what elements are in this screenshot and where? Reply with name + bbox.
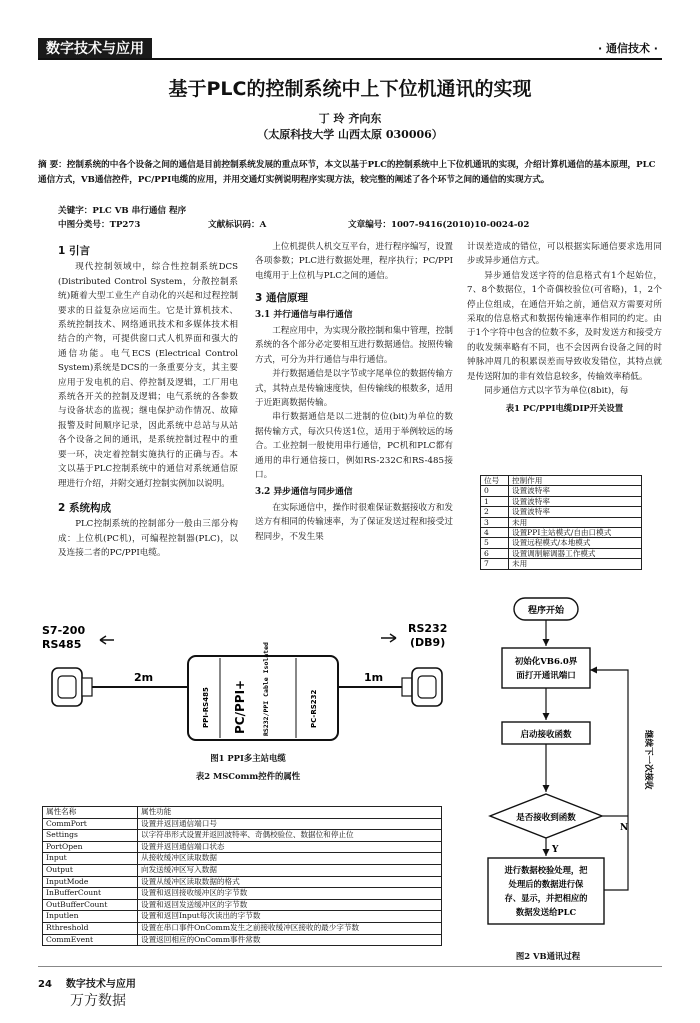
flow-yes-label: Y <box>552 845 559 855</box>
table-2-row <box>43 934 442 946</box>
article-number: 文章编号：1007-9416(2010)10-0024-02 <box>348 220 530 230</box>
table-1-row <box>481 496 642 506</box>
subsection-3-1-para-1: 工程应用中，为实现分散控制和集中管理，控制系统的各个部分必定要相互进行数据通信。按照传输方式，可分为并行通信与串行通信。 <box>255 326 453 365</box>
article-meta <box>58 218 658 230</box>
table-1-cell: 设置调制解调器工作模式 <box>509 548 642 558</box>
abstract-text: 控制系统的中各个设备之间的通信是目前控制系统发展的重点环节，本文以基于PLC的控制系统中上下位机通讯的实现，介绍计算机通信的基本原理，PLC通信方式，VB通信控件，PC/PPI电缆的应用，并用交通灯实例说明程序实现方法，较完整的阐述了各个环节之间的通信的实现方式。 <box>38 160 656 185</box>
table-1-cell: 设置波特率 <box>509 507 642 517</box>
box-label-cable-isolated: RS232/PPI Cable Isolated <box>262 642 270 736</box>
column-2 <box>255 240 453 544</box>
journal-name: 数字技术与应用 <box>65 979 136 990</box>
section-2-text: PLC控制系统的控制部分一般由三部分构成：上位机(PC机)，可编程控制器(PLC)，以及连接二者的PC/PPI电缆。 <box>58 519 238 559</box>
keywords: 关键字：PLC VB 串行通信 程序 <box>58 206 187 216</box>
header-divider <box>38 58 662 60</box>
table-2-row <box>43 864 442 876</box>
left-db9-connector <box>52 668 82 706</box>
table-1-row <box>481 528 642 538</box>
subsection-3-1-para-3: 串行数据通信是以二进制的位(bit)为单位的数据传输方式，每次只传送1位，适用于举例较远的场合。工业控制一般使用串行通信，PC机和PLC都有通用的串行通信接口，例如RS-232C和RS-485接口。 <box>255 412 453 481</box>
left-cable-length: 2m <box>134 671 154 684</box>
table-2-caption: 表2 MSComm控件的属性 <box>195 771 301 781</box>
flow-process-line-3: 存、显示，并把相应的 <box>504 893 588 903</box>
table-2-cell: 向发送缓冲区写入数据 <box>138 864 442 876</box>
table-2-cell: Settings <box>43 830 138 842</box>
table-2-row <box>43 853 442 865</box>
table-1-row <box>481 507 642 517</box>
table-2-cell: 设置在串口事件OnComm发生之前接收缓冲区接收的最少字节数 <box>138 922 442 934</box>
subsection-3-2-title: 3.2 异步通信与同步通信 <box>255 486 353 497</box>
affiliation: （太原科技大学 山西太原 030006） <box>257 128 443 141</box>
table-2-cell: 设置和返回Input每次读出的字节数 <box>138 911 442 923</box>
table-2-cell: 从接收缓冲区读取数据 <box>138 853 442 865</box>
footer-divider <box>38 966 662 967</box>
column-3-para-1: 计误差造成的错位，可以根据实际通信要求选用同步或异步通信方式。 <box>467 242 662 267</box>
table-2-cell: 设置并返回通信端口状态 <box>138 841 442 853</box>
table-1-header-cell: 位号 <box>481 476 509 486</box>
table-2-row <box>43 911 442 923</box>
section-1-title: 1 引言 <box>58 245 90 257</box>
table-1-cell: 2 <box>481 507 509 517</box>
table-2-cell: 设置返回相应的OnComm事件常数 <box>138 934 442 946</box>
table-2-cell: 设置并返回通信端口号 <box>138 818 442 830</box>
figure-1-cable-diagram <box>38 624 458 750</box>
flow-init-label-line-1: 初始化VB6.0界 <box>514 657 578 667</box>
table-2-header-cell: 属性名称 <box>43 807 138 819</box>
article-title: 基于PLC的控制系统中上下位机通讯的实现 <box>168 78 532 100</box>
right-db9-connector <box>412 668 442 706</box>
box-label-pc-rs232: PC-RS232 <box>310 689 318 728</box>
table-2-cell: OutBufferCount <box>43 899 138 911</box>
flow-init-node <box>502 648 590 688</box>
class-number: 中图分类号：TP273 <box>58 220 141 230</box>
watermark: 万方数据 <box>70 993 126 1009</box>
table-2-cell: 以字符串形式设置并返回波特率、奇偶校验位、数据位和停止位 <box>138 830 442 842</box>
right-cable-length: 1m <box>364 671 384 684</box>
flow-decision-label: 是否接收到函数 <box>516 813 576 823</box>
table-2-cell: Rthreshold <box>43 922 138 934</box>
table-2-cell: Inputlen <box>43 911 138 923</box>
table-1-cell: 3 <box>481 517 509 527</box>
table-1 <box>480 475 642 570</box>
page-number: 24 <box>38 979 52 990</box>
table-2-header-row <box>43 807 442 819</box>
table-1-row <box>481 559 642 569</box>
subsection-3-1-title: 3.1 并行通信与串行通信 <box>255 309 353 320</box>
table-1-cell: 7 <box>481 559 509 569</box>
right-label-db9: (DB9) <box>410 636 446 649</box>
table-1-cell: 4 <box>481 528 509 538</box>
subsection-3-2-para-1: 在实际通信中，操作时很难保证数据接收方和发送方有相同的传输速率，为了保证发送过程和接受过程同步，不发生果 <box>255 502 453 542</box>
table-2-cell: 设置和返回接收缓冲区的字节数 <box>138 888 442 900</box>
section-1-text: 现代控制领域中，综合性控制系统DCS (Distributed Control System，分散控制系统)随着大型工业生产自动化的兴起和过程控制要求的日益复杂应运而生。它是计算机技术、系统控制技术、网络通讯技术和多媒体技术相结合的产物，可提供窗口式人机界面和强大的通信功能。电气ECS (Electrical Control System)系统是DCS的一条重要分支，其主要应用于发电机的启、停控制及逻辑，工厂用电系统各开关的控制及逻辑；电气系统的各参数与设备状态的监视；继电保护动作情况、故障报警及时间顺序记录，因此系统中总站与从站各个设备之间的通讯，是系统控制过程中的重要一环，决定着控制实施执行的正确与否。本文以基于PLC控制系统中的通信对系统通信原理进行介绍，并附交通灯控制实例加以说明。 <box>58 262 238 489</box>
table-1-cell: 0 <box>481 486 509 496</box>
section-3-title: 3 通信原理 <box>255 292 308 305</box>
table-1-row <box>481 486 642 496</box>
table-2 <box>42 806 442 946</box>
column-3-para-2: 异步通信发送字符的信息格式有1个起始位，7、8个数据位，1个奇偶校验位(可省略)，1，2个停止位组成，在通信开始之前，通信双方需要对所采取的信息格式和数据传输速率作相同的约定。由于1个字符中包含的位数不多，及时发送方和接受方的收发频率略有不同，也不会因两台设备之间的时钟脉冲周几的积累误差而导致收发错位，其特点就是传送附加的非有效信息较多，传输效率稍低。 <box>467 270 662 382</box>
column-3-para-3: 同步通信方式以字节为单位(8bit)，每 <box>484 386 629 397</box>
intro-text: 上位机提供人机交互平台，进行程序编写，设置各项参数；PLC进行数据处理，程序执行；PC/PPI电缆用于上位机与PLC之间的通信。 <box>255 242 453 281</box>
flow-recv-label: 启动接收函数 <box>520 730 572 740</box>
flow-process-line-1: 进行数据校验处理，把 <box>504 865 588 875</box>
box-label-pc-ppi: PC/PPI+ <box>233 679 247 734</box>
table-1-cell: 设置波特率 <box>509 486 642 496</box>
right-connector-body <box>402 678 412 696</box>
left-label-rs485: RS485 <box>42 638 82 651</box>
table-2-cell: 设置和返回发送缓冲区的字节数 <box>138 899 442 911</box>
table-2-row <box>43 922 442 934</box>
section-label: 数字技术与应用 <box>38 38 152 60</box>
table-2-cell: InputMode <box>43 876 138 888</box>
box-label-ppi-rs485: PPI-RS485 <box>202 687 210 728</box>
table-2-row <box>43 818 442 830</box>
table-1-cell: 5 <box>481 538 509 548</box>
authors: 丁 玲 齐向东 <box>318 112 382 125</box>
table-2-row <box>43 888 442 900</box>
flow-no-label: N <box>620 823 629 833</box>
flow-process-line-2: 处理后的数据进行保 <box>508 879 584 889</box>
table-2-row <box>43 899 442 911</box>
document-code: 文献标识码：A <box>208 220 267 230</box>
table-2-cell: Input <box>43 853 138 865</box>
figure-1-caption: 图1 PPI多主站电缆 <box>210 753 286 763</box>
table-1-cell: 未用 <box>509 517 642 527</box>
abstract-label: 摘 要： <box>38 160 67 170</box>
table-2-row <box>43 841 442 853</box>
subsection-3-1-para-2: 并行数据通信是以字节或字尾单位的数据传输方式，其特点是传输速度快，但传输线的根数多，适用于近距离数据传输。 <box>255 369 453 409</box>
flow-loop-label: 继续下一次接收 <box>643 730 653 790</box>
table-1-header-row <box>481 476 642 486</box>
table-2-cell: InBufferCount <box>43 888 138 900</box>
left-label-s7-200: S7-200 <box>42 624 86 637</box>
table-1-cell: 1 <box>481 496 509 506</box>
flow-start-label: 程序开始 <box>527 606 565 616</box>
section-2-title: 2 系统构成 <box>58 501 111 514</box>
footer <box>38 975 136 990</box>
table-1-caption: 表1 PC/PPI电缆DIP开关设置 <box>505 403 624 414</box>
right-arrow-icon <box>381 634 396 642</box>
column-3 <box>467 240 662 416</box>
flow-process-line-4: 数据发送给PLC <box>515 907 577 917</box>
table-1-row <box>481 548 642 558</box>
left-arrow-icon <box>100 636 114 644</box>
table-2-header-cell: 属性功能 <box>138 807 442 819</box>
right-label-rs232: RS232 <box>408 624 448 635</box>
table-1-row <box>481 517 642 527</box>
table-2-row <box>43 876 442 888</box>
table-2-cell: CommEvent <box>43 934 138 946</box>
abstract <box>38 158 660 188</box>
table-2-cell: CommPort <box>43 818 138 830</box>
left-connector-body <box>82 678 92 696</box>
table-1-cell: 6 <box>481 548 509 558</box>
figure-2-flowchart <box>478 590 678 950</box>
column-label: · 通信技术 · <box>597 42 658 55</box>
table-1-cell: 设置PPI主站模式/自由口模式 <box>509 528 642 538</box>
table-1-cell: 未用 <box>509 559 642 569</box>
column-1 <box>58 240 238 561</box>
table-1-row <box>481 538 642 548</box>
flow-init-label-line-2: 面打开通讯端口 <box>516 671 576 681</box>
table-1-header-cell: 控制作用 <box>509 476 642 486</box>
figure-2-caption: 图2 VB通讯过程 <box>515 951 581 961</box>
table-2-cell: 设置从缓冲区读取数据的格式 <box>138 876 442 888</box>
flow-loop-arrow <box>590 670 628 890</box>
table-1-cell: 设置远程模式/本地模式 <box>509 538 642 548</box>
table-2-row <box>43 830 442 842</box>
table-1-cell: 设置波特率 <box>509 496 642 506</box>
table-2-cell: PortOpen <box>43 841 138 853</box>
table-2-cell: Output <box>43 864 138 876</box>
